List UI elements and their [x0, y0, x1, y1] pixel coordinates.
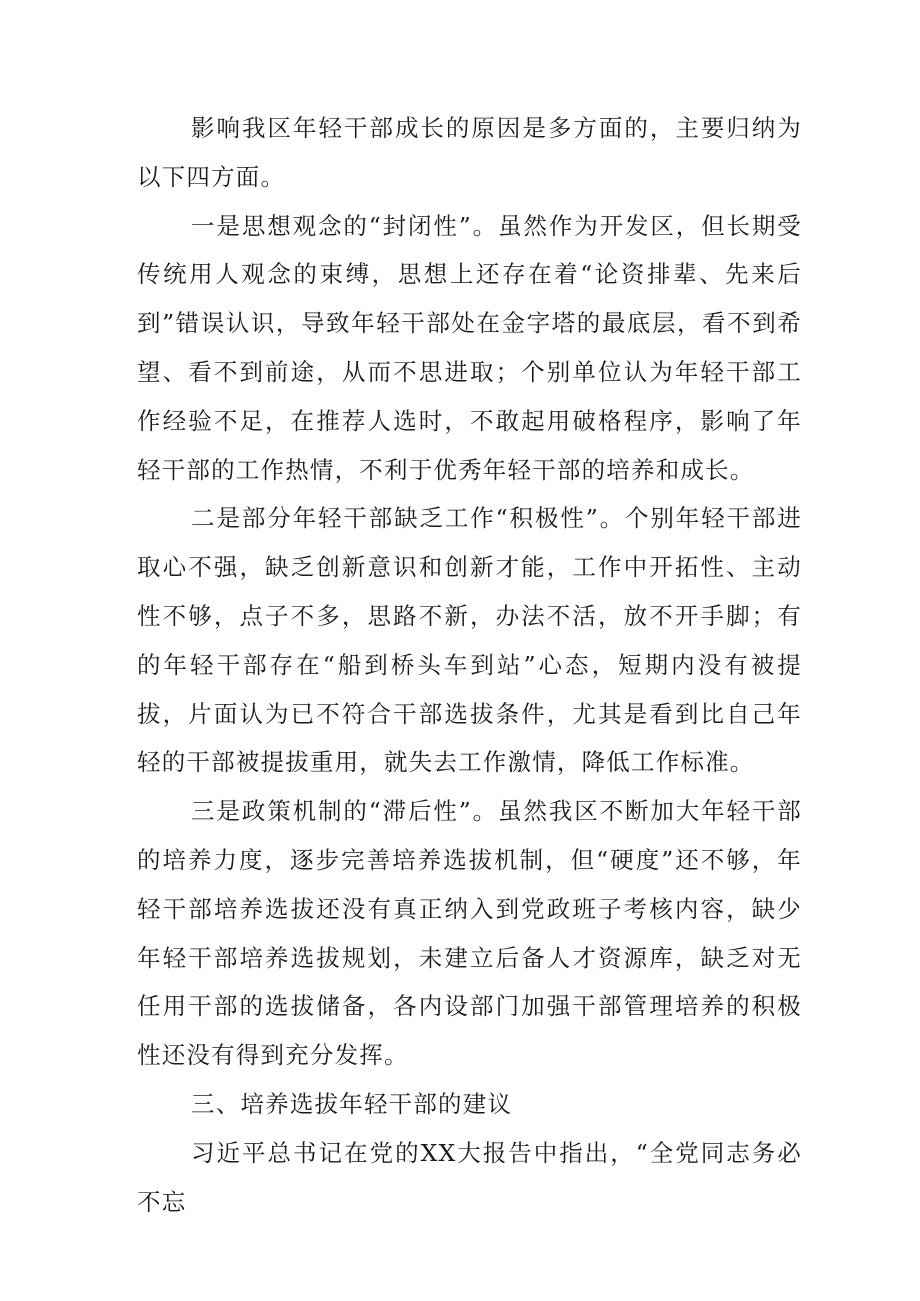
document-body — [137, 104, 802, 1226]
paragraph-closing: 习近平总书记在党的XX大报告中指出，“全党同志务必不忘 — [137, 1138, 802, 1216]
section-heading: 三、培养选拔年轻干部的建议 — [191, 1089, 513, 1118]
paragraph-point-one: 一是思想观念的“封闭性”。虽然作为开发区，但长期受传统用人观念的束缚，思想上还存在着“论资排辈、先来后到”错误认识，导致年轻干部处在金字塔的最底层，看不到希望、看不到前途，从而不思进取；个别单位认为年轻干部工作经验不足，在推荐人选时，不敢起用破格程序，影响了年轻干部的工作热情，不利于优秀年轻干部的培养和成长。 — [137, 211, 802, 484]
paragraph-point-two: 二是部分年轻干部缺乏工作“积极性”。个别年轻干部进取心不强，缺乏创新意识和创新才能，工作中开拓性、主动性不够，点子不多，思路不新，办法不活，放不开手脚；有的年轻干部存在“船到桥头车到站”心态，短期内没有被提拔，片面认为已不符合干部选拔条件，尤其是看到比自己年轻的干部被提拔重用，就失去工作激情，降低工作标准。 — [137, 504, 802, 777]
paragraph-point-three: 三是政策机制的“滞后性”。虽然我区不断加大年轻干部的培养力度，逐步完善培养选拔机制，但“硬度”还不够，年轻干部培养选拔还没有真正纳入到党政班子考核内容，缺少年轻干部培养选拔规划，未建立后备人才资源库，缺乏对无任用干部的选拔储备，各内设部门加强干部管理培养的积极性还没有得到充分发挥。 — [137, 797, 802, 1070]
paragraph-intro: 影响我区年轻干部成长的原因是多方面的，主要归纳为以下四方面。 — [137, 114, 802, 191]
